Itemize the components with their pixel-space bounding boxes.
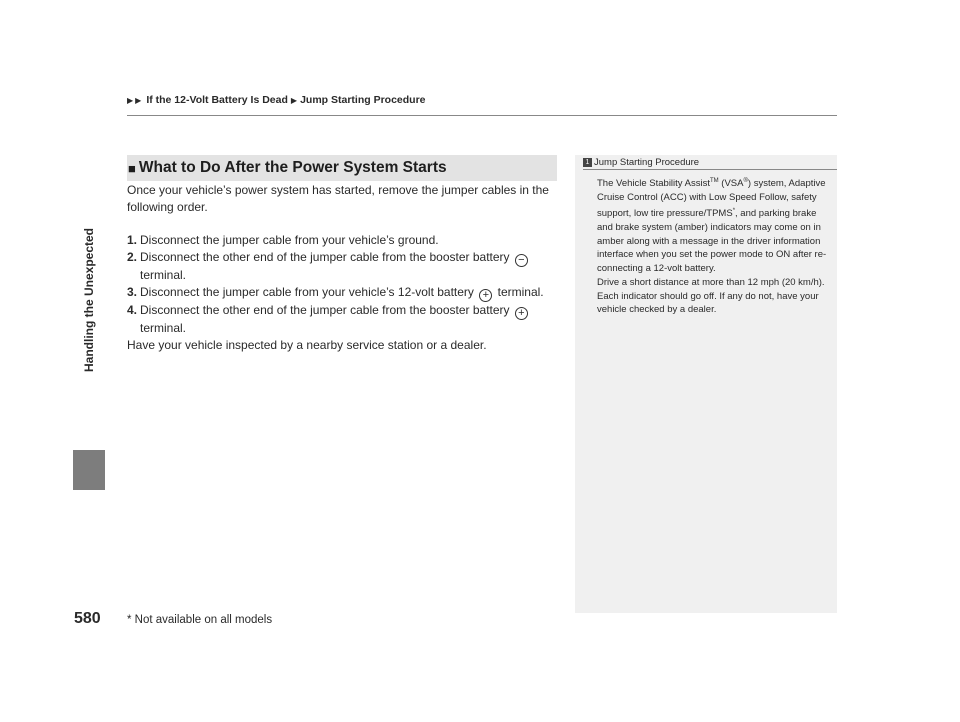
breadcrumb-arrows [127,96,143,105]
sidebar-paragraph: Drive a short distance at more than 12 mph (20 km/h). Each indicator should go off. If any do not, have your vehicle checked by a dealer. [597,276,825,316]
sidebar-notes [575,155,837,613]
step-text: Disconnect the other end of the jumper cable from the booster battery [140,303,510,317]
step-text: Disconnect the jumper cable from your vehicle’s ground. [140,233,439,247]
breadcrumb [127,94,426,106]
step-number: 3. [127,285,138,299]
closing-paragraph: Have your vehicle inspected by a nearby service station or a dealer. [127,338,487,352]
list-item [127,232,557,249]
step-number: 1. [127,233,138,247]
list-item [127,249,557,284]
page-number: 580 [74,610,101,627]
header-divider [127,115,837,116]
sidebar-title[interactable] [583,157,699,168]
breadcrumb-item-battery-dead[interactable]: If the 12-Volt Battery Is Dead [146,94,288,106]
sidebar-paragraph [597,175,831,276]
list-item [127,284,557,302]
step-number: 2. [127,250,138,264]
triangle-right-icon: ▶ [127,95,134,105]
sidebar-divider [583,169,837,170]
sidebar-text-part: ) system, Adaptive Cruise Control (ACC) with Low Speed Follow, safety support, low tire pressure/TPMS [597,178,826,219]
sidebar-title-text: Jump Starting Procedure [594,157,700,168]
footnote: * Not available on all models [127,614,273,626]
list-item [127,302,557,337]
triangle-right-icon: ▶ [135,95,142,105]
chapter-label: Handling the Unexpected [82,227,96,373]
step-text: Disconnect the other end of the jumper cable from the booster battery [140,250,510,264]
section-header [127,155,557,181]
intro-paragraph: Once your vehicle’s power system has started, remove the jumper cables in the following order. [127,183,549,214]
breadcrumb-item-jump-starting[interactable]: Jump Starting Procedure [300,94,426,106]
square-icon: ■ [128,160,136,176]
triangle-right-icon: ▶ [290,95,298,105]
step-text-end: terminal. [140,268,187,282]
positive-terminal-icon: + [515,307,528,320]
registered-mark: ® [743,178,748,184]
trademark-mark: TM [710,178,719,184]
positive-terminal-icon: + [479,289,492,302]
sidebar-text-part: (VSA [718,178,744,190]
step-text-end: terminal. [497,285,544,299]
step-text-end: terminal. [140,321,187,335]
footnote-marker[interactable]: * [732,207,736,214]
section-title: What to Do After the Power System Starts [138,159,447,176]
negative-terminal-icon: − [515,254,528,267]
sidebar-text [597,175,831,317]
chapter-tab[interactable] [73,450,105,490]
main-content [127,182,557,354]
step-text: Disconnect the jumper cable from your vehicle’s 12-volt battery [140,285,474,299]
step-number: 4. [127,303,138,317]
sidebar-text-part: The Vehicle Stability Assist [597,178,710,190]
steps-list [127,232,557,337]
sidebar-text-part: , and parking brake and brake system (amber) indicators may come on in amber along with a message in the driver information interface when you set the power mode to ON after re-connecting a 12-volt battery. [597,207,827,275]
reference-icon: 1 [583,158,592,167]
